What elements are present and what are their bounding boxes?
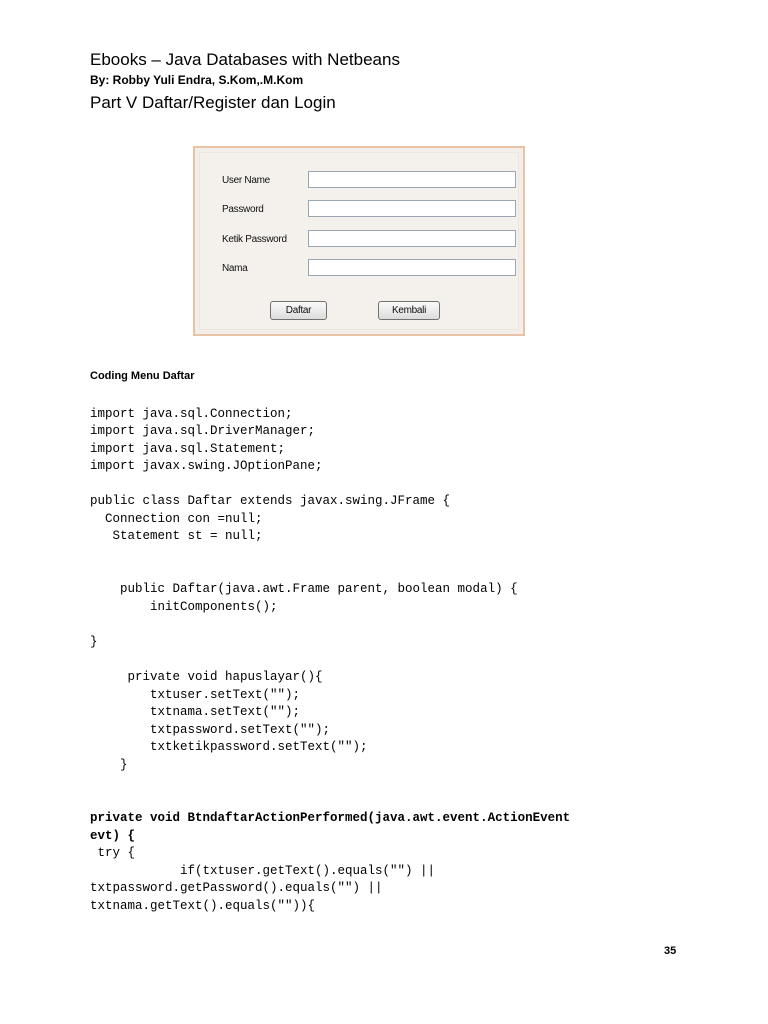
retype-password-field[interactable] [308,230,516,247]
code-line: private void BtndaftarActionPerformed(java.awt.event.ActionEvent [90,811,571,825]
code-line: txtketikpassword.setText(""); [90,740,368,754]
code-line: txtpassword.setText(""); [90,723,331,737]
daftar-button[interactable]: Daftar [270,301,327,320]
code-line: public Daftar(java.awt.Frame parent, boolean modal) { [90,582,518,596]
code-line: import java.sql.DriverManager; [90,424,316,438]
code-line: } [90,635,98,649]
page-number: 35 [664,945,677,957]
section-heading: Coding Menu Daftar [90,370,195,382]
code-line: txtuser.setText(""); [90,688,301,702]
code-line: import java.sql.Connection; [90,407,293,421]
nama-field[interactable] [308,259,516,276]
kembali-button[interactable]: Kembali [378,301,440,320]
document-title: Ebooks – Java Databases with Netbeans [90,50,400,69]
password-field[interactable] [308,200,516,217]
code-line: txtnama.getText().equals("")){ [90,899,316,913]
part-heading: Part V Daftar/Register dan Login [90,93,336,112]
username-label: User Name [222,175,270,186]
nama-label: Nama [222,263,248,274]
code-line: evt) { [90,829,136,843]
code-line: private void hapuslayar(){ [90,670,323,684]
author-line: By: Robby Yuli Endra, S.Kom,.M.Kom [90,73,304,87]
code-line: } [90,758,128,772]
code-line: public class Daftar extends javax.swing.JFrame { [90,494,451,508]
password-label: Password [222,204,264,215]
register-form-screenshot [193,146,525,336]
retype-password-label: Ketik Password [222,234,287,245]
code-line: txtpassword.getPassword().equals("") || [90,881,383,895]
code-line: import javax.swing.JOptionPane; [90,459,323,473]
code-line: Connection con =null; [90,512,263,526]
code-line: if(txtuser.getText().equals("") || [90,864,436,878]
code-line: try { [90,846,136,860]
code-line: txtnama.setText(""); [90,705,301,719]
username-field[interactable] [308,171,516,188]
code-line: initComponents(); [90,600,278,614]
form-panel [199,152,519,330]
code-line: Statement st = null; [90,529,263,543]
code-line: import java.sql.Statement; [90,442,286,456]
